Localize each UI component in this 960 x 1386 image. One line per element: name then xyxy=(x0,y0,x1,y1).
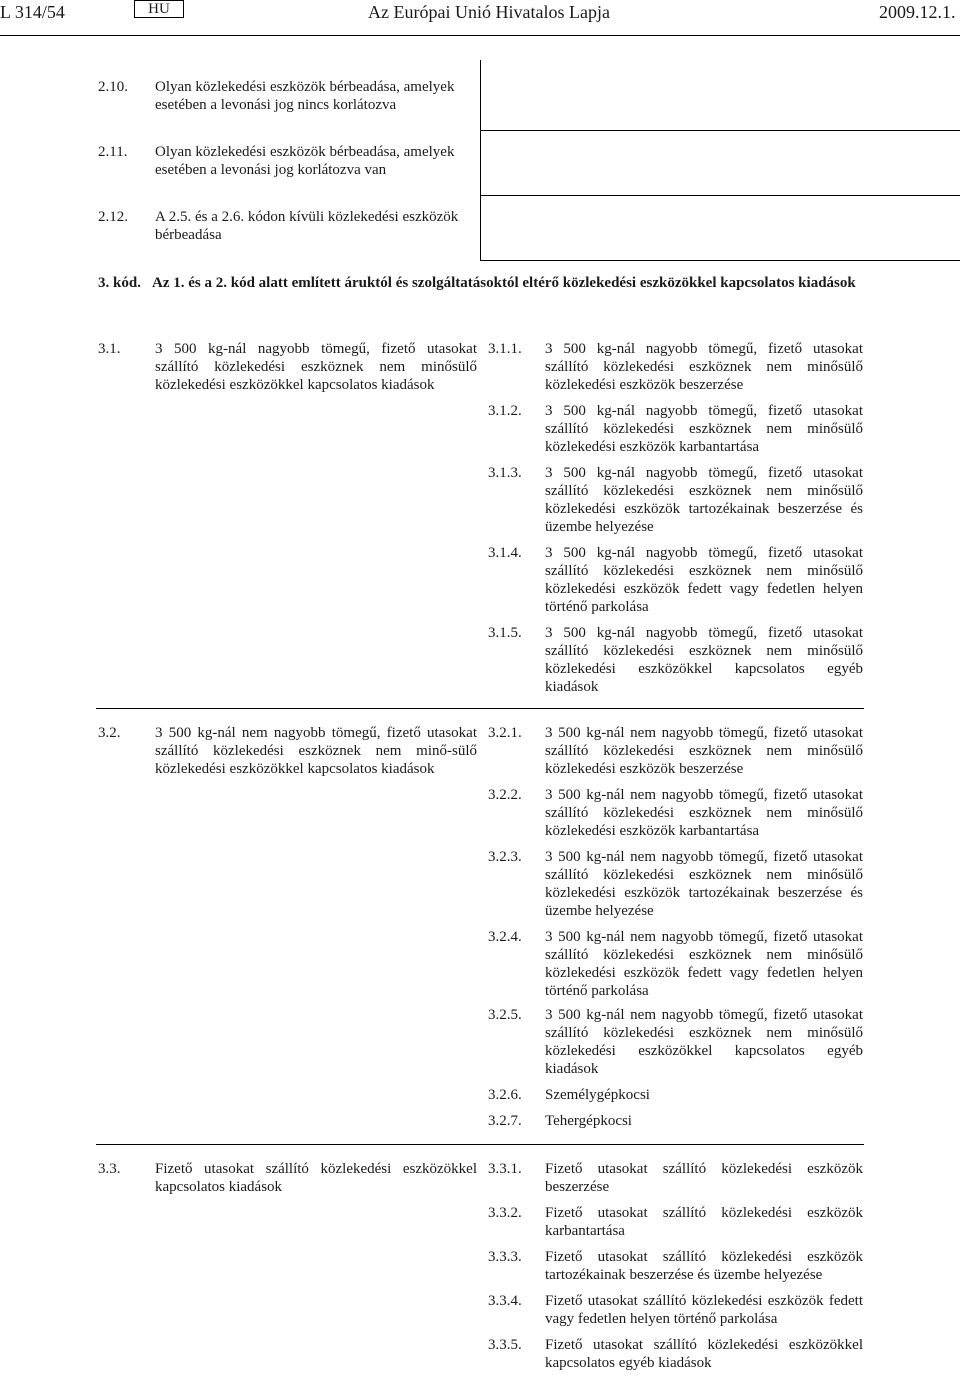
item-number: 3.1.1. xyxy=(488,341,522,357)
item-number: 3.3.1. xyxy=(488,1161,522,1177)
group-number: 3.3. xyxy=(98,1161,121,1177)
item-text: 3 500 kg-nál nem nagyobb tömegű, fizető utasokat szállító közlekedési eszköznek nem minősülő közlekedési eszközök fedett vagy fedetlen helyen történő parkolása xyxy=(545,929,863,999)
item-number: 3.2.5. xyxy=(488,1007,522,1023)
group-text: Fizető utasokat szállító közlekedési eszközökkel kapcsolatos kiadások xyxy=(155,1161,477,1195)
item-text: Fizető utasokat szállító közlekedési eszközök tartozékainak beszerzése és üzembe helyezése xyxy=(545,1249,863,1283)
item-number: 3.2.4. xyxy=(488,929,522,945)
item-text: Fizető utasokat szállító közlekedési eszközök beszerzése xyxy=(545,1161,863,1195)
item-number: 3.1.5. xyxy=(488,625,522,641)
item-number: 3.3.2. xyxy=(488,1205,522,1221)
column-divider xyxy=(480,60,481,130)
page-reference: L 314/54 xyxy=(0,2,65,22)
row-number: 2.11. xyxy=(98,144,128,160)
header-divider xyxy=(0,35,960,36)
row-text: Olyan közlekedési eszközök bérbeadása, amelyek esetében a levonási jog korlátozva van xyxy=(155,144,455,178)
journal-title: Az Európai Unió Hivatalos Lapja xyxy=(368,2,610,22)
section-divider xyxy=(96,708,864,709)
language-badge: HU xyxy=(134,0,184,18)
publication-date: 2009.12.1. xyxy=(879,2,956,22)
section-heading: Az 1. és a 2. kód alatt említett áruktól és szolgáltatásoktól eltérő közlekedési eszközökkel kapcsolatos kiadások xyxy=(152,275,856,291)
item-text: 3 500 kg-nál nagyobb tömegű, fizető utasokat szállító közlekedési eszköznek nem minősülő közlekedési eszközökkel kapcsolatos egyéb kiadások xyxy=(545,625,863,695)
item-number: 3.2.7. xyxy=(488,1113,522,1129)
item-number: 3.2.2. xyxy=(488,787,522,803)
column-divider xyxy=(480,195,481,260)
item-text: 3 500 kg-nál nem nagyobb tömegű, fizető utasokat szállító közlekedési eszköznek nem minősülő közlekedési eszközök tartozékainak beszerzése és üzembe helyezése xyxy=(545,849,863,919)
item-number: 3.2.6. xyxy=(488,1087,522,1103)
item-text: 3 500 kg-nál nagyobb tömegű, fizető utasokat szállító közlekedési eszköznek nem minősülő közlekedési eszközök fedett vagy fedetlen helyen történő parkolása xyxy=(545,545,863,615)
item-number: 3.1.3. xyxy=(488,465,522,481)
item-text: Fizető utasokat szállító közlekedési eszközökkel kapcsolatos egyéb kiadások xyxy=(545,1337,863,1371)
item-text: Fizető utasokat szállító közlekedési eszközök fedett vagy fedetlen helyen történő parkolása xyxy=(545,1293,863,1327)
section-number: 3. kód. xyxy=(98,275,141,291)
item-number: 3.2.1. xyxy=(488,725,522,741)
item-number: 3.3.5. xyxy=(488,1337,522,1353)
group-text: 3 500 kg-nál nem nagyobb tömegű, fizető utasokat szállító közlekedési eszköznek nem minő-sülő közlekedési eszközökkel kapcsolatos kiadások xyxy=(155,725,477,777)
row-number: 2.10. xyxy=(98,79,128,95)
column-divider xyxy=(480,130,481,195)
group-text: 3 500 kg-nál nagyobb tömegű, fizető utasokat szállító közlekedési eszköznek nem minősülő közlekedési eszközökkel kapcsolatos kiadások xyxy=(155,341,477,393)
group-number: 3.1. xyxy=(98,341,121,357)
item-number: 3.1.4. xyxy=(488,545,522,561)
item-text: 3 500 kg-nál nem nagyobb tömegű, fizető utasokat szállító közlekedési eszköznek nem minősülő közlekedési eszközök beszerzése xyxy=(545,725,863,777)
row-divider xyxy=(480,130,960,131)
section-divider xyxy=(96,1144,864,1145)
row-number: 2.12. xyxy=(98,209,128,225)
group-number: 3.2. xyxy=(98,725,121,741)
item-number: 3.1.2. xyxy=(488,403,522,419)
item-text: 3 500 kg-nál nagyobb tömegű, fizető utasokat szállító közlekedési eszköznek nem minősülő közlekedési eszközök karbantartása xyxy=(545,403,863,455)
row-divider xyxy=(480,195,960,196)
item-number: 3.3.4. xyxy=(488,1293,522,1309)
row-divider xyxy=(480,260,960,261)
item-number: 3.3.3. xyxy=(488,1249,522,1265)
item-text: Személygépkocsi xyxy=(545,1087,650,1103)
row-text: Olyan közlekedési eszközök bérbeadása, amelyek esetében a levonási jog nincs korlátozva xyxy=(155,79,455,113)
item-number: 3.2.3. xyxy=(488,849,522,865)
item-text: Fizető utasokat szállító közlekedési eszközök karbantartása xyxy=(545,1205,863,1239)
item-text: 3 500 kg-nál nagyobb tömegű, fizető utasokat szállító közlekedési eszköznek nem minősülő közlekedési eszközök beszerzése xyxy=(545,341,863,393)
item-text: 3 500 kg-nál nem nagyobb tömegű, fizető utasokat szállító közlekedési eszköznek nem minősülő közlekedési eszközökkel kapcsolatos egyéb kiadások xyxy=(545,1007,863,1077)
item-text: Tehergépkocsi xyxy=(545,1113,632,1129)
row-text: A 2.5. és a 2.6. kódon kívüli közlekedési eszközök bérbeadása xyxy=(155,209,459,243)
item-text: 3 500 kg-nál nagyobb tömegű, fizető utasokat szállító közlekedési eszköznek nem minősülő közlekedési eszközök tartozékainak beszerzése és üzembe helyezése xyxy=(545,465,863,535)
item-text: 3 500 kg-nál nem nagyobb tömegű, fizető utasokat szállító közlekedési eszköznek nem minősülő közlekedési eszközök karbantartása xyxy=(545,787,863,839)
